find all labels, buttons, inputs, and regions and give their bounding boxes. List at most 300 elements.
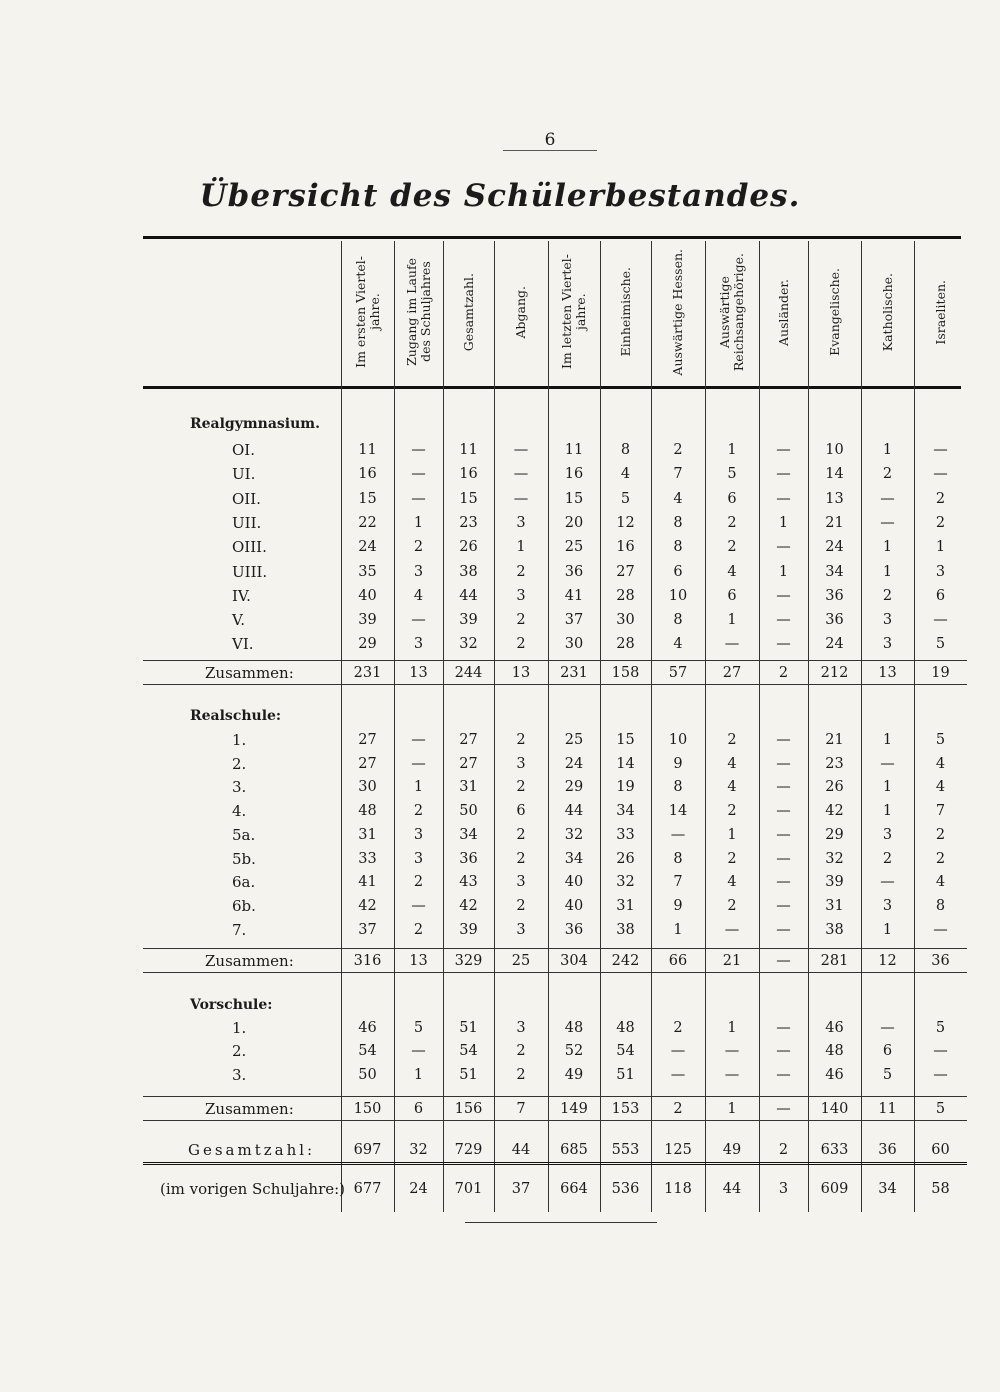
table-cell: 28	[616, 636, 635, 653]
row-rule	[143, 1162, 967, 1165]
table-cell: 36	[564, 563, 584, 580]
table-cell: 34	[616, 803, 635, 820]
table-cell: —	[411, 466, 426, 483]
table-cell: 19	[931, 665, 950, 681]
table-cell: 118	[664, 1181, 692, 1197]
table-cell: —	[776, 1101, 791, 1117]
table-cell: 1	[673, 921, 683, 938]
table-cell: 60	[931, 1142, 950, 1158]
table-cell: —	[776, 897, 791, 914]
table-cell: —	[776, 539, 791, 556]
table-cell: —	[776, 1020, 791, 1036]
column-header-text: Im ersten Viertel- jahre.	[352, 256, 382, 368]
table-cell: 2	[413, 539, 424, 556]
section-heading: Realgymnasium.	[190, 416, 320, 432]
column-header	[861, 241, 914, 383]
page-number: 6	[544, 130, 556, 150]
table-cell: 49	[564, 1066, 584, 1083]
table-cell: 2	[727, 897, 737, 914]
table-cell: 2	[516, 1066, 526, 1083]
table-cell: 21	[825, 514, 844, 531]
column-header-text: Zugang im Laufe des Schuljahres	[403, 258, 433, 366]
table-cell: 27	[459, 732, 478, 748]
column-header-text: Im letzten Viertel- jahre.	[559, 254, 588, 370]
table-cell: 2	[882, 466, 893, 483]
table-cell: 8	[935, 897, 946, 914]
table-cell: 9	[673, 755, 683, 772]
table-cell: 2	[935, 826, 946, 843]
row-label: 6a.	[232, 873, 256, 892]
table-cell: 6	[413, 1101, 424, 1117]
table-row	[0, 536, 1000, 558]
table-cell: 48	[825, 1043, 844, 1060]
table-cell: 3	[935, 563, 946, 580]
table-row	[0, 753, 1000, 775]
table-cell: 27	[616, 563, 635, 580]
table-cell: 10	[668, 732, 688, 748]
table-cell: —	[513, 442, 529, 458]
table-cell: 36	[878, 1142, 897, 1158]
table-cell: 27	[459, 755, 478, 772]
table-cell: 44	[564, 803, 584, 820]
table-cell: —	[411, 897, 426, 914]
table-cell: 2	[413, 921, 424, 938]
table-cell: 52	[564, 1043, 584, 1060]
table-cell: 2	[778, 1142, 789, 1158]
table-cell: 15	[459, 490, 478, 507]
table-cell: 2	[935, 490, 946, 507]
table-cell: —	[776, 636, 791, 653]
table-cell: 2	[673, 1020, 683, 1036]
table-cell: —	[880, 874, 895, 891]
table-cell: 13	[409, 665, 428, 681]
table-cell: 48	[616, 1020, 635, 1036]
table-cell: —	[513, 490, 529, 507]
row-label: 2.	[232, 754, 247, 773]
table-cell: 1	[516, 539, 526, 556]
table-cell: 212	[820, 665, 849, 681]
table-cell: 41	[358, 874, 377, 891]
table-cell: 24	[564, 755, 584, 772]
column-header	[341, 241, 394, 383]
table-cell: 7	[516, 1101, 526, 1117]
table-cell: 633	[820, 1142, 849, 1158]
table-cell: 31	[825, 897, 844, 914]
table-cell: 26	[825, 779, 844, 796]
table-cell: 5	[882, 1066, 893, 1083]
table-cell: —	[724, 1043, 740, 1060]
table-cell: 316	[353, 953, 382, 969]
table-cell: 41	[564, 587, 584, 604]
table-cell: 34	[825, 563, 844, 580]
table-cell: 40	[358, 587, 377, 604]
table-cell: —	[776, 466, 791, 483]
table-cell: 66	[668, 953, 688, 969]
table-cell: 3	[413, 826, 424, 843]
table-cell: 281	[820, 953, 849, 969]
page-number-rule	[503, 150, 597, 151]
table-cell: —	[776, 779, 791, 796]
table-cell: 231	[560, 665, 588, 681]
table-cell: 16	[564, 466, 584, 483]
table-cell: 40	[564, 874, 584, 891]
table-cell: 48	[564, 1020, 584, 1036]
table-cell: 3	[413, 636, 424, 653]
total-label: Zusammen:	[205, 1100, 294, 1118]
table-row	[0, 776, 1000, 798]
table-cell: 31	[459, 779, 478, 796]
row-label: UII.	[232, 513, 262, 532]
table-cell: —	[411, 612, 426, 629]
table-cell: 33	[358, 850, 377, 867]
table-cell: —	[776, 826, 791, 843]
table-cell: —	[411, 732, 426, 748]
table-cell: 4	[673, 490, 683, 507]
table-cell: 32	[564, 826, 584, 843]
table-cell: 26	[459, 539, 478, 556]
table-cell: 12	[616, 514, 635, 531]
column-header	[651, 241, 705, 383]
table-cell: 39	[825, 874, 844, 891]
table-cell: —	[880, 514, 895, 531]
table-cell: 2	[882, 587, 893, 604]
table-cell: 14	[668, 803, 688, 820]
table-cell: 2	[516, 897, 526, 914]
table-cell: 1	[882, 732, 893, 748]
table-cell: —	[670, 1066, 686, 1083]
table-cell: —	[724, 921, 740, 938]
row-label: UIII.	[232, 562, 268, 581]
table-cell: 1	[882, 442, 893, 458]
table-cell: 304	[560, 953, 588, 969]
row-label: V.	[232, 611, 245, 630]
table-cell: 5	[413, 1020, 424, 1036]
table-cell: —	[880, 755, 895, 772]
table-cell: 2	[516, 636, 526, 653]
table-cell: 1	[727, 1020, 737, 1036]
table-cell: 2	[516, 563, 526, 580]
table-row	[0, 848, 1000, 870]
table-cell: 1	[882, 803, 893, 820]
table-cell: —	[776, 921, 791, 938]
table-cell: 609	[820, 1181, 849, 1197]
row-label: 7.	[232, 920, 247, 939]
table-cell: 7	[673, 466, 683, 483]
table-cell: 1	[413, 1066, 424, 1083]
column-header	[808, 241, 861, 383]
table-cell: 2	[516, 612, 526, 629]
table-cell: —	[670, 1043, 686, 1060]
table-row	[0, 609, 1000, 631]
table-cell: —	[776, 732, 791, 748]
table-cell: 6	[727, 490, 737, 507]
table-cell: 44	[722, 1181, 742, 1197]
table-cell: 51	[459, 1020, 478, 1036]
table-cell: —	[411, 755, 426, 772]
table-cell: 57	[668, 665, 688, 681]
table-row	[0, 895, 1000, 917]
table-cell: 25	[511, 953, 531, 969]
table-cell: 16	[459, 466, 478, 483]
table-cell: 5	[935, 636, 946, 653]
table-cell: —	[933, 612, 948, 629]
column-header-text: Gesamtzahl.	[460, 272, 476, 352]
table-cell: 46	[825, 1020, 844, 1036]
row-label: 5a.	[232, 825, 256, 844]
table-cell: 8	[673, 514, 683, 531]
row-label: 4.	[232, 802, 247, 821]
table-cell: 3	[516, 587, 526, 604]
table-cell: 50	[459, 803, 478, 820]
table-cell: —	[776, 1066, 791, 1083]
table-cell: 1	[413, 514, 424, 531]
table-cell: —	[776, 755, 791, 772]
column-header	[394, 241, 443, 383]
row-label: 1.	[232, 731, 247, 749]
table-cell: 36	[459, 850, 478, 867]
table-cell: 1	[727, 612, 737, 629]
table-cell: 4	[935, 874, 946, 891]
table-cell: 24	[358, 539, 377, 556]
grand-total-label: Gesamtzahl:	[188, 1141, 316, 1159]
table-cell: 43	[459, 874, 478, 891]
table-cell: 36	[564, 921, 584, 938]
column-header-text: Israeliten.	[932, 279, 948, 345]
table-cell: 34	[878, 1181, 897, 1197]
table-cell: 12	[878, 953, 897, 969]
table-cell: 13	[878, 665, 897, 681]
table-cell: 51	[459, 1066, 478, 1083]
table-cell: —	[411, 442, 426, 458]
table-cell: 1	[413, 779, 424, 796]
table-cell: 19	[616, 779, 635, 796]
table-cell: 3	[516, 1020, 526, 1036]
table-cell: 14	[616, 755, 635, 772]
table-cell: —	[724, 1066, 740, 1083]
table-cell: 2	[516, 826, 526, 843]
table-cell: 6	[727, 587, 737, 604]
column-header	[914, 241, 967, 383]
page-title: Übersicht des Schülerbestandes.	[199, 178, 801, 214]
table-header-rule	[143, 386, 961, 389]
table-cell: 50	[358, 1066, 377, 1083]
table-cell: 23	[825, 755, 844, 772]
row-label: OII.	[232, 489, 261, 508]
table-cell: 125	[664, 1142, 692, 1158]
table-cell: —	[880, 1020, 895, 1036]
table-cell: —	[933, 442, 948, 458]
table-cell: 1	[882, 921, 893, 938]
table-cell: 46	[358, 1020, 377, 1036]
row-rule	[143, 948, 967, 949]
table-cell: 15	[616, 732, 635, 748]
table-row	[0, 463, 1000, 485]
table-row	[0, 800, 1000, 822]
table-cell: 2	[935, 514, 946, 531]
table-cell: 37	[511, 1181, 531, 1197]
table-cell: —	[933, 1043, 948, 1060]
table-cell: 677	[353, 1181, 382, 1197]
table-cell: 42	[459, 897, 478, 914]
column-header-text: Katholische.	[879, 272, 895, 352]
table-cell: 48	[358, 803, 377, 820]
table-row	[0, 729, 1000, 751]
table-cell: 2	[516, 779, 526, 796]
table-cell: 2	[413, 803, 424, 820]
table-cell: 13	[409, 953, 428, 969]
table-cell: 32	[409, 1142, 428, 1158]
section-heading: Realschule:	[190, 708, 282, 724]
column-header	[443, 241, 494, 383]
table-cell: 28	[616, 587, 635, 604]
table-cell: 11	[459, 442, 478, 458]
table-cell: —	[670, 826, 686, 843]
table-cell: 3	[882, 826, 893, 843]
table-cell: 10	[668, 587, 688, 604]
table-cell: 51	[616, 1066, 635, 1083]
table-cell: 21	[722, 953, 742, 969]
table-cell: 5	[935, 1101, 946, 1117]
grand-total-row	[0, 1139, 1000, 1161]
table-cell: 42	[825, 803, 844, 820]
table-cell: 24	[825, 636, 844, 653]
table-cell: 25	[564, 732, 584, 748]
row-label: 1.	[232, 1019, 247, 1037]
table-cell: 2	[727, 732, 737, 748]
table-cell: 31	[616, 897, 635, 914]
table-cell: —	[776, 612, 791, 629]
table-row	[0, 561, 1000, 583]
column-header-text: Ausländer.	[775, 278, 791, 346]
table-cell: 10	[825, 442, 844, 458]
table-cell: 1	[882, 779, 893, 796]
table-cell: 39	[459, 921, 478, 938]
row-label: 5b.	[232, 849, 256, 868]
table-cell: 44	[511, 1142, 531, 1158]
table-cell: 5	[935, 1020, 946, 1036]
table-cell: 4	[727, 779, 737, 796]
table-cell: 4	[727, 755, 737, 772]
table-cell: 23	[459, 514, 478, 531]
table-cell: 13	[511, 665, 531, 681]
table-cell: 729	[454, 1142, 483, 1158]
total-row	[0, 662, 1000, 684]
table-cell: 2	[778, 665, 789, 681]
previous-year-row	[0, 1178, 1000, 1200]
table-cell: 2	[727, 850, 737, 867]
table-cell: 244	[454, 665, 483, 681]
row-label: 6b.	[232, 896, 256, 915]
table-row	[0, 585, 1000, 607]
column-header	[600, 241, 651, 383]
column-header-text: Evangelische.	[826, 268, 842, 356]
table-cell: 5	[620, 490, 631, 507]
row-label: UI.	[232, 465, 256, 484]
table-row	[0, 488, 1000, 510]
table-cell: 42	[358, 897, 377, 914]
row-label: 3.	[232, 1065, 247, 1084]
row-label: OI.	[232, 441, 255, 459]
table-cell: 32	[616, 874, 635, 891]
table-row	[0, 512, 1000, 534]
column-header-text: Auswärtige Reichsangehörige.	[717, 252, 746, 372]
table-cell: 158	[611, 665, 640, 681]
row-label: 3.	[232, 778, 247, 797]
table-cell: 31	[358, 826, 377, 843]
table-cell: —	[776, 850, 791, 867]
table-cell: 35	[358, 563, 377, 580]
table-cell: 33	[616, 826, 635, 843]
table-cell: 27	[358, 732, 377, 748]
table-cell: 24	[409, 1181, 428, 1197]
table-cell: 685	[560, 1142, 588, 1158]
table-cell: —	[776, 1043, 791, 1060]
table-cell: 38	[459, 563, 478, 580]
table-cell: 6	[673, 563, 683, 580]
table-cell: 2	[882, 850, 893, 867]
column-header-text: Einheimische.	[617, 267, 633, 357]
table-cell: 4	[673, 636, 683, 653]
table-cell: 2	[516, 850, 526, 867]
table-cell: 22	[358, 514, 377, 531]
table-cell: 664	[560, 1181, 588, 1197]
table-cell: 16	[616, 539, 635, 556]
table-cell: 153	[611, 1101, 640, 1117]
table-cell: 150	[353, 1101, 382, 1117]
table-cell: 7	[673, 874, 683, 891]
column-header	[759, 241, 808, 383]
total-label: Zusammen:	[205, 952, 294, 970]
table-cell: 36	[931, 953, 950, 969]
row-rule	[143, 1096, 967, 1097]
table-cell: 37	[358, 921, 377, 938]
table-cell: 1	[727, 442, 737, 458]
table-cell: 149	[560, 1101, 588, 1117]
table-cell: 30	[616, 612, 635, 629]
table-cell: 5	[727, 466, 737, 483]
table-cell: 49	[722, 1142, 742, 1158]
table-cell: 5	[935, 732, 946, 748]
table-cell: 29	[825, 826, 844, 843]
table-cell: 7	[935, 803, 946, 820]
table-cell: 4	[413, 587, 424, 604]
table-cell: 3	[882, 636, 893, 653]
row-label: 2.	[232, 1042, 247, 1061]
table-cell: 1	[727, 1101, 737, 1117]
table-cell: 36	[825, 587, 844, 604]
table-cell: 29	[358, 636, 377, 653]
table-cell: 2	[516, 732, 526, 748]
table-cell: 8	[620, 442, 631, 458]
table-cell: 46	[825, 1066, 844, 1083]
table-cell: —	[411, 1043, 426, 1060]
table-cell: 14	[825, 466, 844, 483]
table-cell: 8	[673, 779, 683, 796]
table-cell: —	[776, 442, 791, 458]
table-cell: 25	[564, 539, 584, 556]
table-cell: 2	[673, 442, 683, 458]
table-cell: 3	[882, 897, 893, 914]
table-cell: —	[776, 874, 791, 891]
table-row	[0, 1040, 1000, 1062]
table-cell: 1	[727, 826, 737, 843]
table-cell: 39	[459, 612, 478, 629]
table-cell: 16	[358, 466, 377, 483]
table-cell: 36	[825, 612, 844, 629]
table-cell: 32	[459, 636, 478, 653]
previous-year-label: (im vorigen Schuljahre:)	[160, 1180, 346, 1198]
table-cell: 11	[358, 442, 377, 458]
